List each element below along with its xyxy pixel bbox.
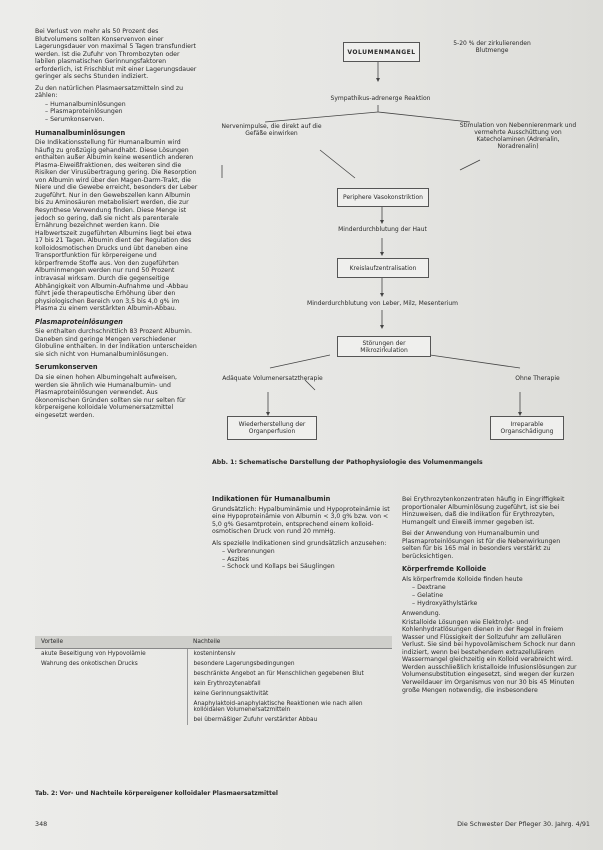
- list-item: – Hydroxyäthylstärke: [412, 600, 580, 608]
- pros-cons-table: [35, 636, 392, 725]
- section-heading: Serumkonserven: [35, 363, 98, 372]
- list-item: – Humanalbuminlösungen: [45, 101, 200, 109]
- table-cell: beschränkte Angebot an für Menschlichen gegebenen Blut: [187, 669, 392, 679]
- table-cell: Wahrung des onkotischen Drucks: [41, 661, 138, 667]
- list-item: – Schock und Kollaps bei Säuglingen: [222, 563, 392, 571]
- table-row: [35, 669, 392, 679]
- table-cell: bei übermäßiger Zufuhr verstärkter Abbau: [187, 715, 392, 725]
- paragraph: Als körperfremde Kolloide finden heute: [402, 575, 523, 583]
- section-heading: Plasmaproteinlösungen: [35, 317, 123, 326]
- paragraph: Da sie einen hohen Albumingehalt aufweisen, werden sie ähnlich wie Humanalbumin- und Plasmaproteinlösungen verwendet. Aus ökonomischen Gründen sollten sie nur selten für körpereigene kolloidale Volumenersatzmittel eingesetzt werden.: [35, 373, 186, 419]
- caption-label: Abb. 1:: [212, 459, 237, 466]
- page-number: 348: [35, 820, 48, 828]
- caption-text: Vor- und Nachteile körpereigener kolloidaler Plasmaersatzmittel: [59, 790, 278, 797]
- box-organ-damage: [490, 416, 564, 440]
- table-cell: Anaphylaktoid-anaphylaktische Reaktionen wie nach allen kolloidalen Volumenersatzmitteln: [187, 699, 392, 715]
- box-restore-perfusion: [227, 416, 317, 440]
- box-label: Wiederherstellung der Organperfusion: [238, 421, 306, 435]
- box-label: Kreislaufzentralisation: [349, 264, 417, 272]
- journal-footer: Die Schwester Der Pfleger 30. Jahrg. 4/91: [457, 820, 590, 828]
- list-item: – Serumkonserven.: [45, 116, 200, 124]
- list: [212, 548, 392, 571]
- box-vasoconstriction: [337, 188, 429, 207]
- list-item: – Dextrane: [412, 584, 580, 592]
- list: [402, 584, 580, 607]
- table-row: [35, 659, 392, 669]
- paragraph: Bei der Anwendung von Humanalbumin und Plasmaproteinlösungen ist für die Nebenwirkungen selten für bis 165 mal in besonders verstärkt zu berücksichtigen.: [402, 530, 561, 560]
- box-label: Irreparable Organschädigung: [500, 421, 554, 435]
- label-sympathetic: Sympathikus-adrenerge Reaktion: [330, 95, 431, 102]
- paragraph: Grundsätzlich: Hypalbuminämie und Hypoproteinämie ist eine Hypoproteinämie von Albumin < 3,0 g% bzw. von < 5,0 g% Gesamtprotein, entsprechend einem kolloid-osmotischen Druck von rund 20 mmHg.: [212, 505, 390, 536]
- table-header: Vorteile: [35, 636, 187, 649]
- middle-column: [212, 496, 392, 574]
- table-cell: [35, 689, 187, 699]
- table-cell: [35, 699, 187, 715]
- table-header: Nachteile: [187, 636, 392, 649]
- list-item: – Verbrennungen: [222, 548, 392, 556]
- label-organs: Minderdurchblutung von Leber, Milz, Mesenterium: [307, 300, 458, 307]
- label-blood-volume: 5-20 % der zirkulierenden Blutmenge: [453, 40, 531, 54]
- table-cell: besondere Lagerungsbedingungen: [187, 659, 392, 669]
- paragraph: Kristalloide Lösungen wie Elektrolyt- und Kohlenhydratlösungen dienen in der Regel in freiem Wasser und Flüssigkeit der Sollzufuhr am zellulären Verlust. Sie sind bei hypovolämischem Schock nur dann indiziert, wenn bei bestehendem extrazellulärem Wassermangel gleichzeitig ein Kolloid verabreicht wird. Werden ausschließlich kristalloide Infusionslösungen zur Volumensubstitution eingesetzt, sind wegen der kurzen Verweildauer im Organismus von nur 30 bis 45 Minuten große Mengen notwendig, die insbesondere: [402, 618, 577, 694]
- label-skin: Minderdurchblutung der Haut: [338, 226, 427, 233]
- figure-caption: [212, 459, 592, 466]
- box-label: VOLUMENMANGEL: [347, 48, 416, 56]
- paragraph: Die Indikationsstellung für Humanalbumin wird häufig zu großzügig gehandhabt. Diese Lösungen enthalten außer Albumin keine wesentlich anderen Plasma-Eiweißfraktionen, des weiteren sind die Risiken der Virusübertragung gering. Die Resorption von Albumin wird über den Magen-Darm-Trakt, die Niere und die Gewebe erreicht, besonders der Leber zugeführt. Nur in den Gewebszellen kann Albumin bis zu Aminosäuren metabolisiert werden, die zur Resynthese Verwendung finden. Diese Menge ist jedoch so gering, daß sie nicht als parenterale Ernährung bezeichnet werden kann. Die Halbwertszeit zugeführten Albumins liegt bei etwa 17 bis 21 Tagen. Albumin dient der Regulation des kolloidosmotischen Drucks und übt daneben eine Transportfunktion für körpereigene und körperfremde Stoffe aus. Von den zugeführten Albuminmengen werden nur rund 50 Prozent intravasal wirksam. Durch die gegenseitige Abhängigkeit von Albumin-Aufnahme und -Abbau führt jede therapeutische Erhöhung über den physiologischen Bereich von 3,5 bis 4,0 g% im Plasma zu einem verstärkten Albumin-Abbau.: [35, 139, 198, 313]
- label-nerve-impulses: Nervenimpulse, die direkt auf die Gefäße einwirken: [221, 123, 322, 137]
- table-cell: kostenintensiv: [187, 649, 392, 660]
- paragraph: Sie enthalten durchschnittlich 83 Prozent Albumin. Daneben sind geringe Mengen verschiedener Globuline enthalten. In der Indikation unterscheiden sie sich nicht von Humanalbuminlösungen.: [35, 328, 197, 358]
- table-cell: akute Beseitigung von Hypovolämie: [41, 651, 146, 657]
- right-column: [402, 496, 580, 698]
- section-heading: Humanalbuminlösungen: [35, 128, 126, 137]
- section-heading: Körperfremde Kolloide: [402, 565, 487, 574]
- list-item: – Aszites: [222, 556, 392, 564]
- table-row: [35, 649, 392, 660]
- table-cell: keine Gerinnungsaktivität: [187, 689, 392, 699]
- caption-label: Tab. 2:: [35, 790, 58, 797]
- table-row: [35, 715, 392, 725]
- paragraph: Anwendung.: [402, 610, 441, 618]
- paragraph: Bei Erythrozytenkonzentraten häufig in Eingriffigkeit proportionaler Albuminlösung zugeführt, ist sie bei Hinzuweisen, daß die Indikation für Erythrozyten, Humangelt und Eiweiß immer gegeben ist.: [402, 496, 565, 526]
- box-label: Störungen der Mikrozirkulation: [360, 339, 408, 354]
- label-no-therapy: Ohne Therapie: [515, 375, 560, 382]
- paragraph: Zu den natürlichen Plasmaersatzmitteln sind zu zählen:: [35, 84, 184, 100]
- paragraph: Bei Verlust von mehr als 50 Prozent des Blutvolumens sollten Konservenvon einer Lagerungsdauer von maximal 5 Tagen transfundiert werden. Ist die Zufuhr von Thrombozyten oder labilen plasmatischen Gerinnungsfaktoren erforderlich, ist Frischblut mit einer Lagerungsdauer geringer als sechs Stunden indiziert.: [35, 28, 197, 81]
- label-adrenal: Stimulation von Nebennierenmark und vermehrte Ausschüttung von Katecholaminen (Adrenalin, Noradrenalin): [459, 122, 577, 150]
- box-centralisation: [337, 258, 429, 278]
- table-row: [35, 679, 392, 689]
- list-item: – Gelatine: [412, 592, 580, 600]
- label-therapy: Adäquate Volumenersatztherapie: [222, 375, 323, 382]
- table-cell: [35, 679, 187, 689]
- table-row: [35, 689, 392, 699]
- paragraph: Als spezielle Indikationen sind grundsätzlich anzusehen:: [212, 539, 387, 547]
- table-cell: kein Erythrozytenabfall: [187, 679, 392, 689]
- box-volume-deficit: [343, 42, 420, 62]
- table-cell: [35, 715, 187, 725]
- box-label: Periphere Vasokonstriktion: [343, 194, 423, 201]
- table-caption: [35, 790, 395, 797]
- table-cell: [35, 669, 187, 679]
- section-heading: Indikationen für Humanalbumin: [212, 495, 331, 503]
- caption-text: Schematische Darstellung der Pathophysiologie des Volumenmangels: [238, 459, 483, 466]
- list-item: – Plasmaproteinlösungen: [45, 108, 200, 116]
- box-microcirculation: [337, 336, 431, 357]
- table-row: [35, 699, 392, 715]
